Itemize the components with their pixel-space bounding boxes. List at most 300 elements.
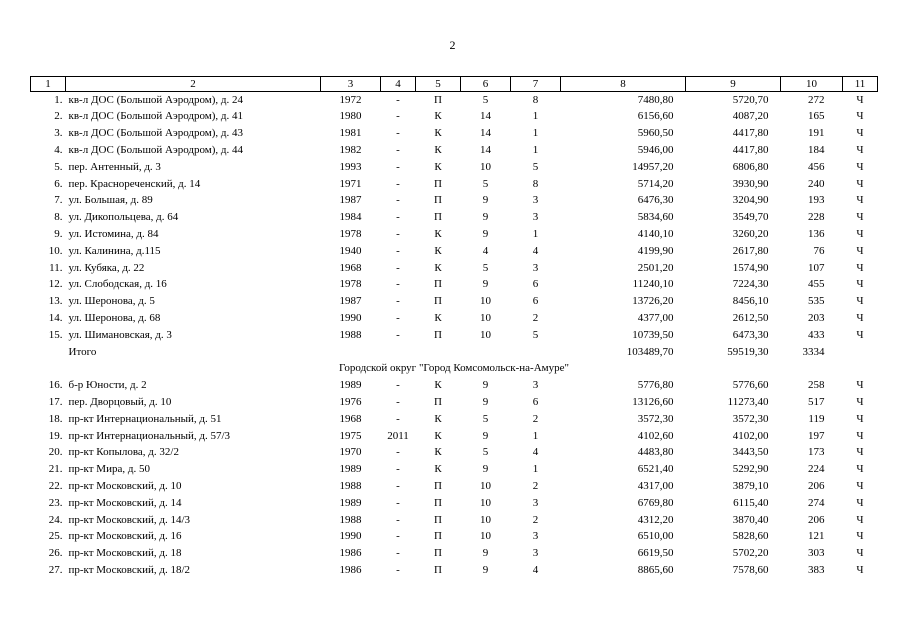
cell-status: Ч (856, 446, 864, 459)
section-title-row (31, 361, 878, 378)
cell-year-reconstructed: - (396, 177, 400, 190)
cell-total-area: 4199,90 (637, 244, 674, 257)
cell-total-area: 5776,80 (637, 379, 674, 392)
cell-floors: 9 (482, 228, 489, 241)
cell-residents: 136 (808, 228, 825, 241)
table-row (31, 193, 878, 210)
cell-entrances: 2 (532, 479, 539, 492)
cell-living-area: 6115,40 (733, 496, 769, 509)
cell-living-area: 3870,40 (732, 513, 769, 526)
cell-address: кв-л ДОС (Большой Аэродром), д. 43 (68, 127, 244, 140)
table-row (31, 226, 878, 243)
cell-total-area: 5714,20 (637, 177, 674, 190)
cell-status: Ч (856, 547, 864, 560)
cell-year-built: 1987 (339, 194, 362, 207)
cell-year-built: 1940 (339, 244, 362, 257)
cell-floors: 9 (482, 463, 489, 476)
cell-row-number: 6. (54, 177, 63, 190)
table-row (31, 411, 878, 428)
cell-row-number: 10. (48, 244, 63, 257)
cell-residents: 455 (808, 278, 825, 291)
cell-living-area: 8456,10 (732, 295, 769, 308)
cell-status: Ч (856, 429, 864, 442)
cell-row-number: 21. (48, 463, 63, 476)
cell-entrances: 4 (532, 446, 539, 459)
cell-status: Ч (856, 479, 864, 492)
cell-floors: 10 (480, 479, 491, 492)
cell-total-area: 2501,20 (637, 261, 674, 274)
cell-address: ул. Истомина, д. 84 (68, 228, 159, 241)
cell-year-built: 1988 (339, 328, 362, 341)
table-row (31, 210, 878, 227)
cell-status: Ч (856, 395, 864, 408)
cell-address: пр-кт Московский, д. 18/2 (68, 563, 191, 576)
column-header-row-number: 1 (31, 77, 66, 92)
cell-row-number: 20. (48, 446, 63, 459)
cell-wall-material: К (434, 110, 442, 123)
cell-floors: 9 (482, 395, 489, 408)
cell-entrances: 5 (532, 160, 539, 173)
cell-floors: 9 (482, 547, 489, 560)
cell-residents: 193 (808, 194, 825, 207)
cell-floors: 10 (480, 312, 491, 324)
cell-floors: 14 (480, 110, 491, 123)
cell-year-reconstructed: - (396, 110, 400, 123)
cell-floors: 5 (482, 412, 489, 425)
cell-year-built: 1970 (339, 446, 362, 459)
page-number: 2 (449, 38, 456, 52)
cell-address: пр-кт Московский, д. 18 (68, 547, 182, 560)
cell-year-reconstructed: - (396, 295, 400, 308)
cell-total-area: 4102,60 (637, 429, 674, 442)
cell-year-reconstructed: - (396, 144, 400, 157)
cell-year-built: 1971 (339, 177, 362, 190)
cell-total-area: 11240,10 (632, 278, 674, 291)
table-row (31, 378, 878, 395)
cell-living-area: 3260,20 (732, 228, 769, 241)
cell-status: Ч (856, 563, 864, 576)
cell-residents: 184 (808, 144, 825, 157)
cell-row-number: 3. (54, 127, 63, 140)
cell-residents: 119 (808, 412, 825, 425)
cell-residents: 203 (808, 312, 825, 324)
table-row (31, 478, 878, 495)
total-label: Итого (68, 345, 97, 358)
table-row (31, 394, 878, 411)
cell-empty (416, 344, 461, 361)
cell-total-area: 5946,00 (637, 144, 674, 157)
cell-wall-material: К (434, 446, 442, 459)
cell-living-area: 7578,60 (732, 563, 769, 576)
cell-total-area: 6521,40 (637, 463, 674, 476)
cell-row-number: 27. (48, 563, 63, 576)
cell-year-reconstructed: - (396, 244, 400, 257)
cell-year-built: 1978 (339, 278, 362, 291)
cell-floors: 9 (482, 429, 489, 442)
cell-address: ул. Шимановская, д. 3 (68, 328, 172, 341)
cell-year-built: 1972 (339, 93, 362, 106)
cell-floors: 5 (482, 261, 489, 274)
table-row (31, 260, 878, 277)
column-header-total-area: 8 (561, 77, 686, 92)
cell-address: пр-кт Московский, д. 14/3 (68, 513, 191, 526)
cell-floors: 10 (480, 530, 491, 543)
cell-living-area: 5702,20 (732, 547, 769, 560)
cell-wall-material: К (434, 144, 442, 157)
cell-year-built: 1989 (339, 463, 362, 476)
cell-year-built: 1988 (339, 479, 362, 492)
cell-row-number: 18. (48, 412, 63, 425)
cell-address: пр-кт Копылова, д. 32/2 (68, 446, 179, 459)
cell-living-area: 4102,00 (732, 429, 769, 442)
cell-floors: 9 (482, 194, 489, 207)
cell-wall-material: П (434, 479, 442, 492)
cell-total-area: 6769,80 (637, 496, 674, 509)
cell-year-built: 1986 (339, 547, 362, 560)
cell-row-number: 5. (54, 160, 63, 173)
cell-status: Ч (856, 244, 864, 257)
cell-living-area: 3204,90 (732, 194, 769, 207)
cell-wall-material: П (434, 563, 442, 576)
cell-entrances: 8 (532, 177, 539, 190)
cell-residents: 535 (808, 295, 825, 308)
total-residents: 3334 (802, 345, 825, 358)
cell-entrances: 5 (532, 328, 539, 341)
column-header-wall-material: 5 (416, 77, 461, 92)
cell-residents: 191 (808, 127, 825, 140)
cell-year-reconstructed: - (396, 312, 400, 324)
cell-living-area: 3549,70 (732, 211, 769, 224)
table-row (31, 176, 878, 193)
cell-residents: 206 (808, 513, 825, 526)
cell-year-built: 1980 (339, 110, 362, 123)
cell-status: Ч (856, 127, 864, 140)
cell-row-number: 24. (48, 513, 63, 526)
column-header-floors: 6 (461, 77, 511, 92)
housing-table (30, 76, 878, 579)
cell-row-number: 14. (48, 312, 63, 324)
cell-year-built: 1989 (339, 496, 362, 509)
cell-address: пр-кт Интернациональный, д. 51 (68, 412, 222, 425)
cell-address: ул. Большая, д. 89 (68, 194, 153, 207)
column-header-year-built: 3 (321, 77, 381, 92)
cell-status: Ч (856, 463, 864, 476)
cell-residents: 224 (808, 463, 825, 476)
table-header (31, 77, 878, 92)
cell-row-number: 1. (54, 93, 63, 106)
cell-total-area: 7480,80 (637, 93, 674, 106)
cell-living-area: 3572,30 (732, 412, 769, 425)
cell-entrances: 1 (532, 429, 539, 442)
cell-floors: 5 (482, 177, 489, 190)
cell-address: кв-л ДОС (Большой Аэродром), д. 41 (68, 110, 244, 123)
cell-row-number: 7. (54, 194, 63, 207)
cell-status: Ч (856, 160, 864, 173)
cell-total-area: 4317,00 (637, 479, 674, 492)
cell-row-number: 16. (48, 379, 63, 392)
cell-floors: 14 (480, 127, 491, 140)
total-area: 103489,70 (626, 345, 674, 358)
cell-floors: 9 (482, 379, 489, 392)
cell-entrances: 3 (532, 261, 539, 274)
cell-total-area: 4140,10 (637, 228, 674, 241)
cell-living-area: 5828,60 (732, 530, 769, 543)
cell-status: Ч (856, 110, 864, 123)
cell-floors: 10 (480, 496, 491, 509)
cell-year-reconstructed: - (396, 563, 400, 576)
cell-floors: 5 (482, 446, 489, 459)
cell-wall-material: К (434, 312, 442, 324)
table-row (31, 462, 878, 479)
table-row (31, 428, 878, 445)
cell-year-reconstructed: - (396, 547, 400, 560)
cell-living-area: 4087,20 (732, 110, 769, 123)
cell-year-built: 1968 (339, 261, 362, 274)
cell-year-reconstructed: - (396, 513, 400, 526)
cell-total-area: 13726,20 (632, 295, 674, 308)
cell-row-number: 22. (48, 479, 63, 492)
cell-total-area: 13126,60 (632, 395, 674, 408)
cell-year-built: 1975 (339, 429, 362, 442)
cell-status: Ч (856, 328, 864, 341)
cell-status: Ч (856, 412, 864, 425)
cell-residents: 76 (813, 244, 825, 257)
cell-wall-material: П (434, 547, 442, 560)
cell-entrances: 1 (532, 463, 539, 476)
cell-living-area: 5776,60 (732, 379, 769, 392)
cell-total-area: 8865,60 (637, 563, 674, 576)
cell-wall-material: К (434, 244, 442, 257)
cell-status: Ч (856, 261, 864, 274)
table-row (31, 445, 878, 462)
cell-address: пр-кт Мира, д. 50 (68, 463, 150, 476)
column-header-address: 2 (66, 77, 321, 92)
cell-entrances: 1 (532, 110, 539, 123)
cell-address: ул. Дикопольцева, д. 64 (68, 211, 179, 224)
cell-address: пер. Антенный, д. 3 (68, 160, 161, 173)
cell-living-area: 4417,80 (732, 144, 769, 157)
cell-row-number: 2. (54, 110, 63, 123)
cell-residents: 107 (808, 261, 825, 274)
cell-status: Ч (856, 228, 864, 241)
table-row (31, 159, 878, 176)
cell-year-built: 1981 (339, 127, 362, 140)
cell-address: ул. Кубяка, д. 22 (68, 261, 145, 274)
cell-status: Ч (856, 513, 864, 526)
cell-address: пер. Дворцовый, д. 10 (68, 395, 172, 408)
cell-row-number: 15. (48, 328, 63, 341)
cell-year-reconstructed: - (396, 463, 400, 476)
cell-wall-material: К (434, 160, 442, 173)
cell-residents: 173 (808, 446, 825, 459)
column-header-living-area: 9 (686, 77, 781, 92)
cell-year-reconstructed: - (396, 496, 400, 509)
cell-total-area: 10739,50 (632, 328, 674, 341)
cell-year-built: 1976 (339, 395, 362, 408)
cell-row-number: 26. (48, 547, 63, 560)
total-row (31, 344, 878, 361)
cell-status: Ч (856, 530, 864, 543)
cell-living-area: 7224,30 (732, 278, 769, 291)
cell-status: Ч (856, 278, 864, 291)
cell-entrances: 6 (532, 295, 539, 308)
cell-year-reconstructed: - (396, 194, 400, 207)
section-title: Городской округ "Город Комсомольск-на-Амуре" (339, 362, 569, 375)
cell-floors: 10 (480, 328, 491, 341)
cell-living-area: 4417,80 (732, 127, 769, 140)
table-row (31, 562, 878, 579)
cell-year-reconstructed: - (396, 446, 400, 459)
cell-total-area: 4483,80 (637, 446, 674, 459)
cell-living-area: 11273,40 (727, 395, 769, 408)
cell-residents: 206 (808, 479, 825, 492)
cell-status: Ч (856, 295, 864, 308)
cell-year-reconstructed: - (396, 479, 400, 492)
cell-residents: 456 (808, 160, 825, 173)
cell-floors: 5 (482, 93, 489, 106)
table-row (31, 294, 878, 311)
cell-entrances: 2 (532, 513, 539, 526)
cell-entrances: 3 (532, 496, 539, 509)
cell-address: пр-кт Московский, д. 14 (68, 496, 182, 509)
cell-year-built: 1984 (339, 211, 362, 224)
cell-entrances: 1 (532, 144, 539, 157)
cell-address: ул. Слободская, д. 16 (68, 278, 167, 291)
cell-entrances: 3 (532, 547, 539, 560)
cell-wall-material: К (434, 228, 442, 241)
cell-total-area: 5960,50 (637, 127, 674, 140)
cell-status: Ч (856, 93, 864, 106)
cell-row-number: 9. (54, 228, 63, 241)
cell-row-number: 12. (48, 278, 63, 291)
cell-status: Ч (856, 312, 864, 324)
column-header-residents: 10 (781, 77, 843, 92)
cell-floors: 4 (482, 244, 489, 257)
cell-floors: 9 (482, 278, 489, 291)
cell-year-reconstructed: - (396, 160, 400, 173)
cell-address: пр-кт Интернациональный, д. 57/3 (68, 429, 231, 442)
cell-year-reconstructed: - (396, 379, 400, 392)
cell-floors: 10 (480, 295, 491, 308)
cell-year-reconstructed: - (396, 412, 400, 425)
cell-living-area: 1574,90 (732, 261, 769, 274)
cell-living-area: 2612,50 (732, 312, 769, 324)
cell-total-area: 4312,20 (637, 513, 674, 526)
cell-year-reconstructed: - (396, 278, 400, 291)
cell-wall-material: П (434, 177, 442, 190)
cell-address: ул. Шеронова, д. 5 (68, 295, 155, 308)
cell-address: пер. Краснореченский, д. 14 (68, 177, 201, 190)
table-body (31, 92, 878, 580)
cell-status: Ч (856, 177, 864, 190)
cell-residents: 517 (808, 395, 825, 408)
cell-row-number: 25. (48, 530, 63, 543)
table-row (31, 142, 878, 159)
cell-wall-material: К (434, 379, 442, 392)
cell-entrances: 3 (532, 379, 539, 392)
cell-floors: 10 (480, 160, 491, 173)
cell-residents: 165 (808, 110, 825, 123)
cell-total-area: 6156,60 (637, 110, 674, 123)
cell-year-built: 1978 (339, 228, 362, 241)
cell-address: пр-кт Московский, д. 16 (68, 530, 182, 543)
cell-year-reconstructed: - (396, 530, 400, 543)
cell-row-number: 19. (48, 429, 63, 442)
cell-year-built: 1989 (339, 379, 362, 392)
cell-total-area: 6476,30 (637, 194, 674, 207)
cell-living-area: 6473,30 (732, 328, 769, 341)
table-row (31, 92, 878, 109)
cell-wall-material: К (434, 127, 442, 140)
table-row (31, 529, 878, 546)
cell-address: ул. Шеронова, д. 68 (68, 312, 161, 324)
cell-entrances: 6 (532, 278, 539, 291)
cell-total-area: 14957,20 (632, 160, 674, 173)
cell-total-area: 4377,00 (637, 312, 674, 324)
cell-living-area: 3879,10 (732, 479, 769, 492)
cell-floors: 14 (480, 144, 491, 157)
table-row (31, 512, 878, 529)
cell-entrances: 8 (532, 93, 539, 106)
cell-year-built: 1987 (339, 295, 362, 308)
cell-total-area: 6619,50 (637, 547, 674, 560)
cell-year-reconstructed: - (396, 127, 400, 140)
cell-entrances: 3 (532, 530, 539, 543)
cell-living-area: 3930,90 (732, 177, 769, 190)
cell-entrances: 2 (532, 312, 539, 324)
cell-entrances: 4 (532, 563, 539, 576)
cell-row-number: 23. (48, 496, 63, 509)
cell-status: Ч (856, 144, 864, 157)
cell-empty (31, 344, 66, 361)
cell-row-number: 11. (49, 261, 63, 274)
cell-year-built: 1990 (339, 530, 362, 543)
cell-year-built: 1968 (339, 412, 362, 425)
column-header-year-reconstructed: 4 (381, 77, 416, 92)
cell-residents: 228 (808, 211, 825, 224)
cell-floors: 9 (482, 563, 489, 576)
cell-year-built: 1986 (339, 563, 362, 576)
table-row (31, 243, 878, 260)
cell-entrances: 6 (532, 395, 539, 408)
cell-residents: 274 (808, 496, 825, 509)
cell-residents: 433 (808, 328, 825, 341)
cell-row-number: 13. (48, 295, 63, 308)
column-header-entrances: 7 (511, 77, 561, 92)
cell-address: кв-л ДОС (Большой Аэродром), д. 24 (68, 93, 244, 106)
header-row (31, 77, 878, 92)
cell-empty (381, 344, 416, 361)
cell-living-area: 3443,50 (732, 446, 769, 459)
cell-wall-material: П (434, 513, 442, 526)
cell-wall-material: П (434, 328, 442, 341)
cell-empty (461, 344, 511, 361)
cell-wall-material: К (434, 261, 442, 274)
cell-empty (843, 344, 878, 361)
cell-wall-material: П (434, 278, 442, 291)
cell-living-area: 2617,80 (732, 244, 769, 257)
table-row (31, 109, 878, 126)
cell-entrances: 3 (532, 211, 539, 224)
cell-year-built: 1990 (339, 312, 362, 324)
cell-empty (321, 344, 381, 361)
table-row (31, 327, 878, 344)
cell-total-area: 6510,00 (637, 530, 674, 543)
cell-wall-material: К (434, 429, 442, 442)
cell-total-area: 3572,30 (637, 412, 674, 425)
cell-status: Ч (856, 211, 864, 224)
cell-status: Ч (856, 379, 864, 392)
